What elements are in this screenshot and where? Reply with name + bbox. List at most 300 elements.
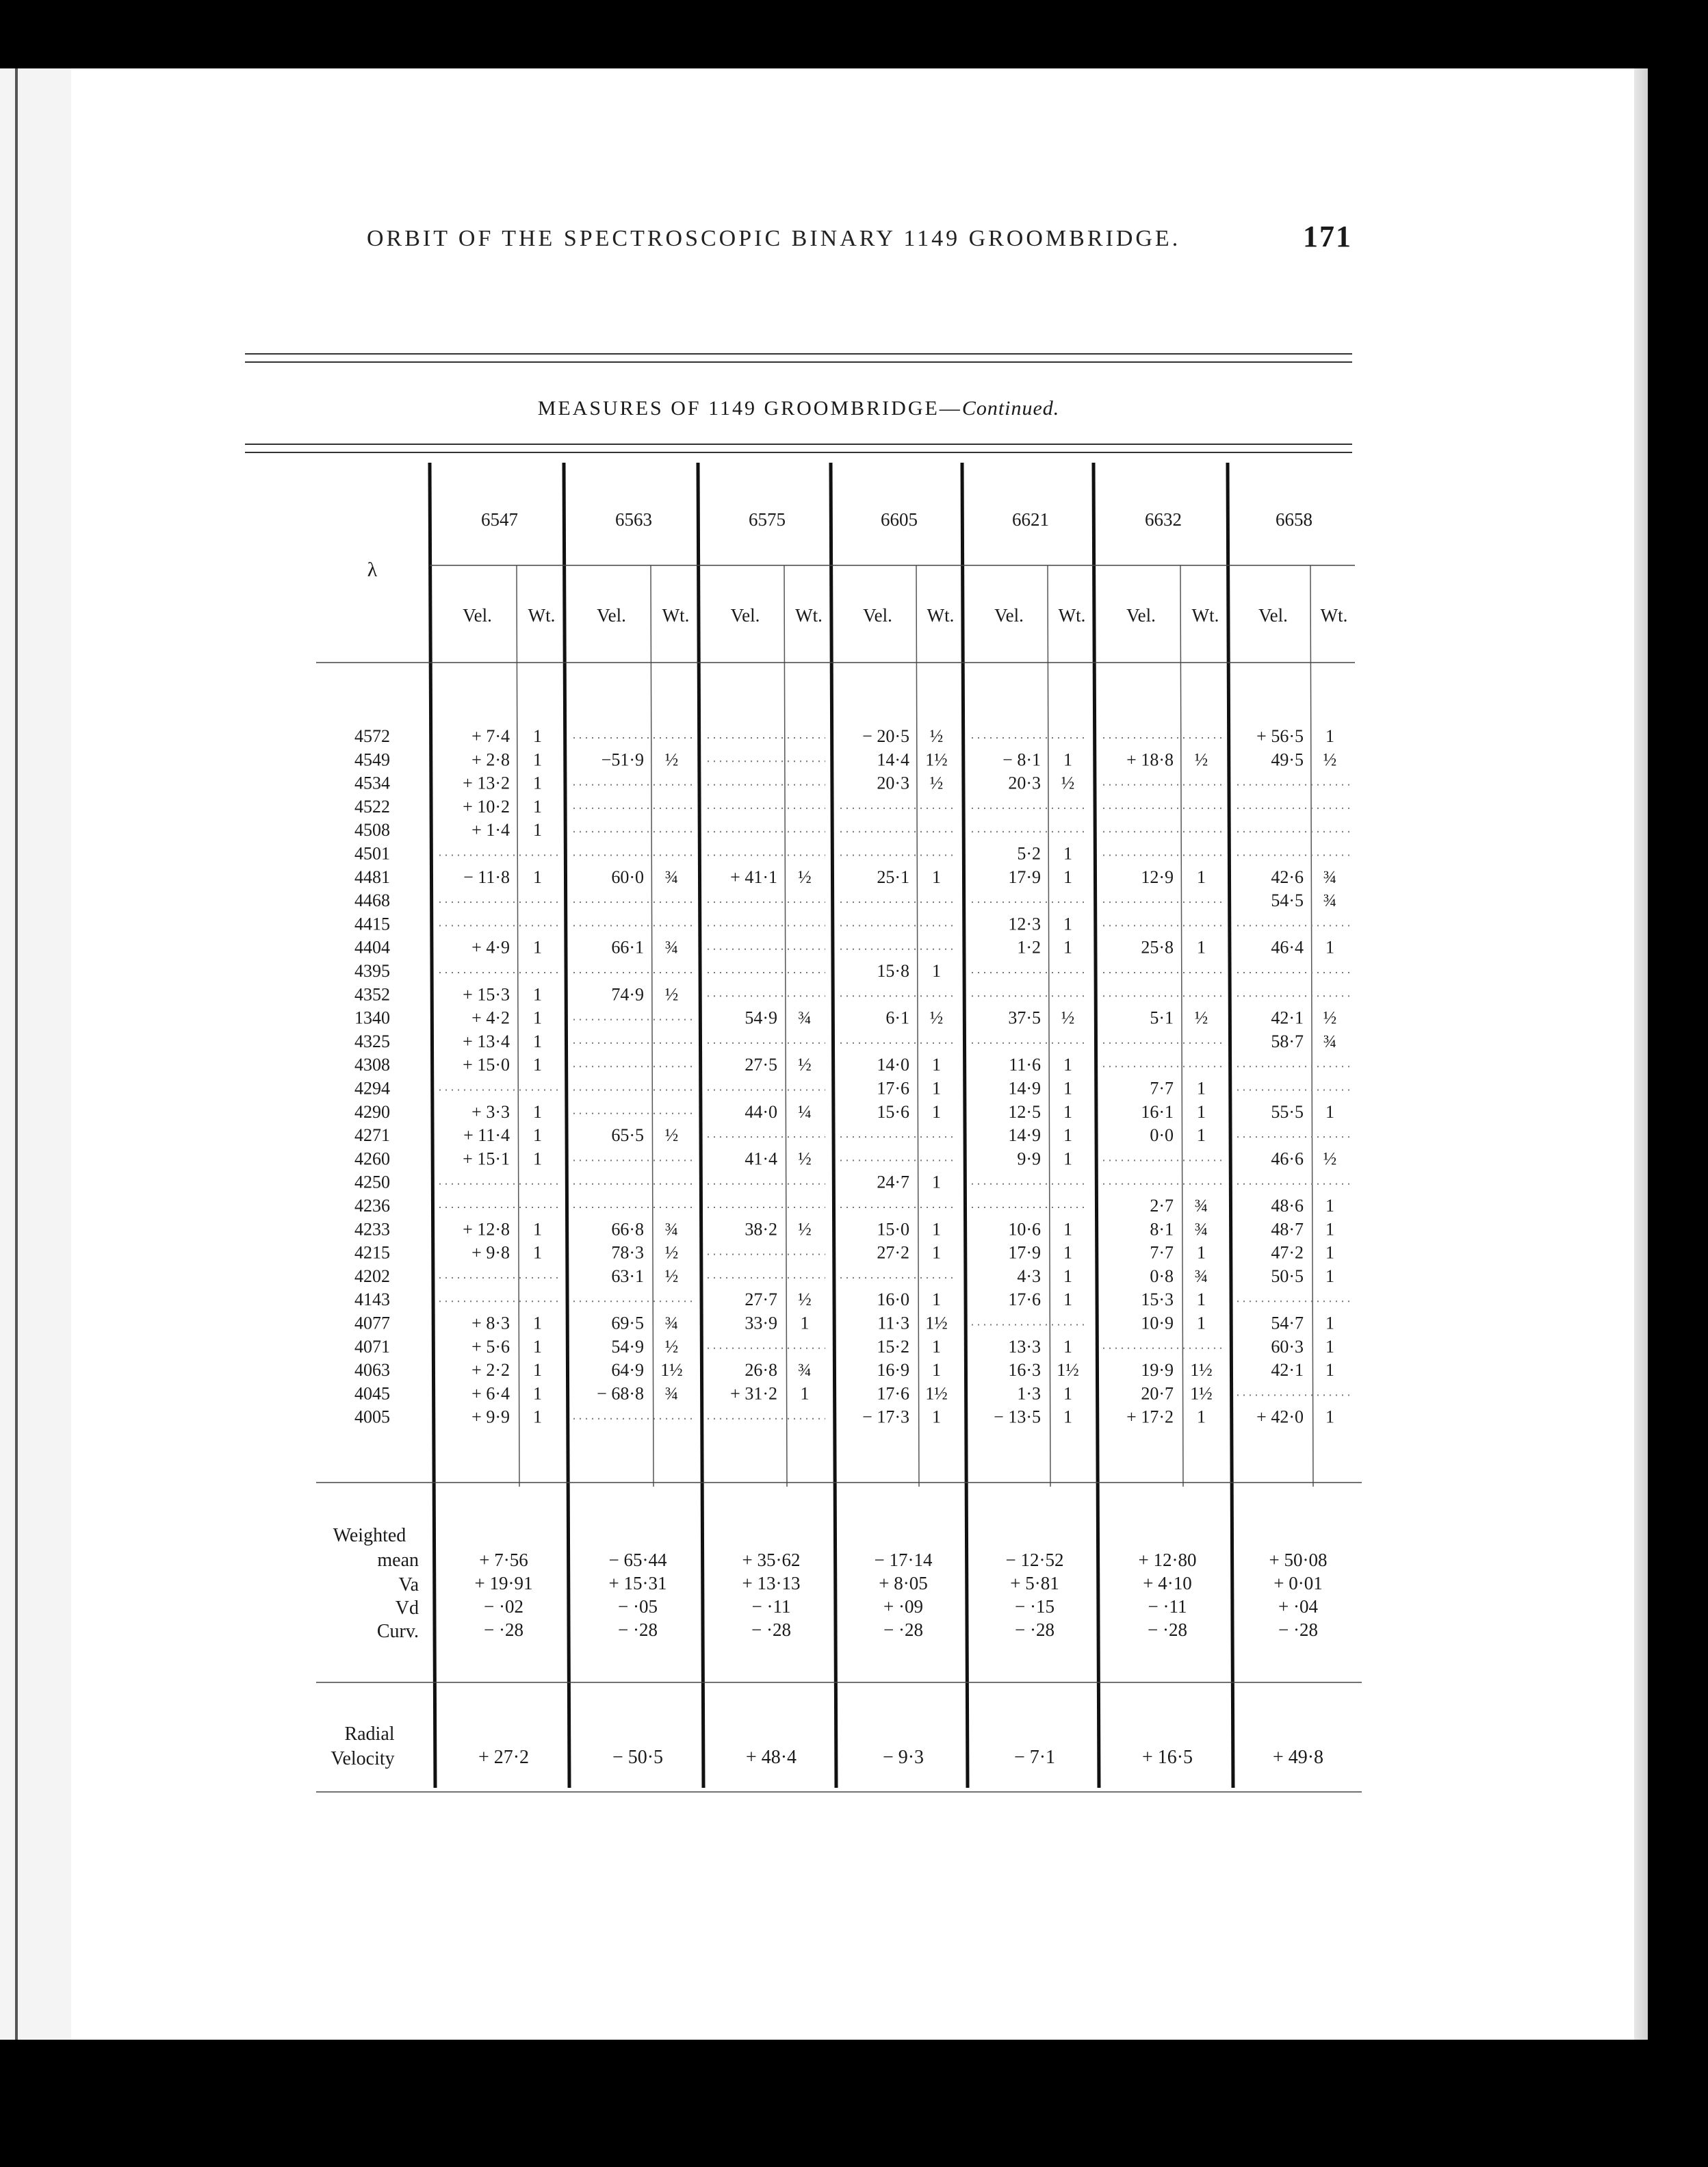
velocity-cell: 12·3 — [1008, 914, 1041, 934]
weight-cell: 1 — [533, 1313, 542, 1333]
velocity-cell: 0·8 — [1150, 1266, 1174, 1286]
summary-va-6605: + 8·05 — [879, 1573, 928, 1593]
velocity-cell: 60·0 — [611, 867, 644, 887]
velocity-cell: 66·8 — [611, 1219, 644, 1240]
velocity-cell: 5·1 — [1150, 1008, 1174, 1028]
velocity-cell: 20·7 — [1141, 1383, 1174, 1404]
weight-cell: ½ — [1061, 1008, 1075, 1028]
wavelength-row-4395: 4395 — [354, 961, 390, 981]
velocity-cell: + 1·4 — [471, 820, 510, 841]
velocity-cell: + 12·8 — [463, 1219, 510, 1240]
weight-cell: 1½ — [925, 1313, 948, 1333]
wt-header-6621: Wt. — [1058, 605, 1086, 626]
velocity-cell: + 10·2 — [463, 796, 510, 817]
weight-cell: ½ — [1194, 1008, 1208, 1028]
weight-cell: ½ — [1194, 749, 1208, 770]
velocity-cell: + 2·2 — [471, 1360, 510, 1381]
weight-cell: 1 — [1197, 1078, 1206, 1099]
velocity-cell: 74·9 — [611, 984, 644, 1005]
velocity-cell: 50·5 — [1271, 1266, 1304, 1286]
velocity-cell: 1·2 — [1017, 937, 1041, 958]
velocity-cell: + 15·3 — [463, 984, 510, 1005]
velocity-cell: 14·9 — [1008, 1078, 1041, 1099]
weight-cell: 1 — [1063, 1149, 1072, 1169]
velocity-cell: 17·6 — [1008, 1290, 1041, 1310]
velocity-cell: 48·6 — [1271, 1196, 1304, 1216]
velocity-cell: 14·4 — [877, 749, 909, 770]
velocity-cell: 64·9 — [611, 1360, 644, 1381]
wavelength-row-4077: 4077 — [354, 1313, 390, 1333]
summary-weighted-mean-6605: − 17·14 — [874, 1550, 933, 1570]
wavelength-row-4071: 4071 — [354, 1336, 390, 1357]
velocity-cell: 58·7 — [1271, 1031, 1304, 1051]
weight-cell: 1 — [533, 1101, 542, 1122]
summary-vd-6547: − ·02 — [484, 1596, 523, 1617]
weight-cell: 1 — [533, 726, 542, 746]
velocity-cell: − 8·1 — [1002, 749, 1041, 770]
wavelength-row-4352: 4352 — [354, 984, 390, 1005]
weight-cell: 1½ — [1190, 1360, 1213, 1381]
vel-header-6621: Vel. — [994, 605, 1024, 626]
weight-cell: 1 — [1325, 1313, 1334, 1333]
velocity-cell: 15·2 — [877, 1336, 909, 1357]
weight-cell: 1 — [1063, 1078, 1072, 1099]
weight-cell: ½ — [929, 1008, 944, 1028]
velocity-cell: 14·0 — [877, 1055, 909, 1075]
summary-curv-6621: − ·28 — [1015, 1619, 1054, 1640]
weight-cell: 1 — [1325, 1242, 1334, 1263]
weight-cell: 1 — [1063, 1242, 1072, 1263]
table-title-continued: Continued. — [961, 397, 1060, 420]
wavelength-row-4481: 4481 — [354, 867, 390, 887]
weight-cell: 1 — [932, 1078, 941, 1099]
velocity-cell: 69·5 — [611, 1313, 644, 1333]
velocity-cell: 6·1 — [885, 1008, 909, 1028]
summary-label-vd: Vd — [395, 1598, 419, 1619]
wt-divider-6547 — [517, 565, 519, 1487]
vel-header-6605: Vel. — [863, 605, 892, 626]
weight-cell: 1 — [533, 1407, 542, 1427]
weight-cell: 1 — [1197, 1290, 1206, 1310]
velocity-cell: 17·6 — [877, 1383, 909, 1404]
velocity-cell: + 11·4 — [463, 1125, 510, 1146]
velocity-cell: 27·7 — [745, 1290, 777, 1310]
summary-label-curv: Curv. — [376, 1621, 419, 1642]
weight-cell: 1 — [1063, 1125, 1072, 1146]
weight-cell: ½ — [664, 984, 679, 1005]
weight-cell: 1 — [533, 1336, 542, 1357]
weight-cell: 1 — [932, 1290, 941, 1310]
weight-cell: ¾ — [1323, 867, 1337, 887]
summary-va-6575: + 13·13 — [742, 1573, 801, 1593]
velocity-cell: − 11·8 — [463, 867, 510, 887]
velocity-cell: + 9·9 — [471, 1407, 510, 1427]
weight-cell: ¾ — [664, 1219, 679, 1240]
plate-header-6632: 6632 — [1145, 509, 1182, 530]
velocity-cell: + 4·2 — [471, 1008, 510, 1028]
velocity-cell: + 18·8 — [1126, 749, 1174, 770]
weight-cell: ½ — [1323, 749, 1337, 770]
velocity-cell: 65·5 — [611, 1125, 644, 1146]
summary-vd-6563: − ·05 — [618, 1596, 658, 1617]
weight-cell: ¾ — [1194, 1266, 1208, 1286]
weight-cell: 1 — [533, 1125, 542, 1146]
velocity-cell: 78·3 — [611, 1242, 644, 1263]
weight-cell: 1 — [1197, 1101, 1206, 1122]
vel-header-6632: Vel. — [1126, 605, 1156, 626]
velocity-cell: 15·8 — [877, 961, 909, 981]
velocity-cell: 20·3 — [1008, 773, 1041, 793]
weight-cell: ½ — [929, 726, 944, 746]
velocity-cell: 9·9 — [1017, 1149, 1041, 1169]
velocity-cell: 10·6 — [1008, 1219, 1041, 1240]
velocity-cell: + 13·4 — [463, 1031, 510, 1051]
vel-header-6563: Vel. — [597, 605, 626, 626]
wt-header-6563: Wt. — [662, 605, 690, 626]
weight-cell: 1½ — [1057, 1360, 1079, 1381]
weight-cell: ½ — [798, 1149, 812, 1169]
wavelength-row-4260: 4260 — [354, 1149, 390, 1169]
velocity-cell: + 8·3 — [471, 1313, 510, 1333]
weight-cell: ¼ — [798, 1101, 812, 1122]
summary-curv-6563: − ·28 — [618, 1619, 658, 1640]
summary-curv-6547: − ·28 — [484, 1619, 523, 1640]
weight-cell: 1 — [1063, 1383, 1072, 1404]
weight-cell: 1 — [533, 1008, 542, 1028]
summary-label-weighted: Weighted — [333, 1525, 406, 1546]
velocity-cell: 38·2 — [745, 1219, 777, 1240]
summary-curv-6575: − ·28 — [751, 1619, 791, 1640]
summary-va-6632: + 4·10 — [1143, 1573, 1192, 1593]
weight-cell: 1 — [1197, 1125, 1206, 1146]
wt-header-6658: Wt. — [1320, 605, 1348, 626]
velocity-cell: 1·3 — [1017, 1383, 1041, 1404]
velocity-cell: + 41·1 — [730, 867, 777, 887]
weight-cell: 1 — [932, 1242, 941, 1263]
wavelength-row-1340: 1340 — [354, 1008, 390, 1028]
summary-weighted-mean-6547: + 7·56 — [479, 1550, 528, 1570]
summary-weighted-mean-6563: − 65·44 — [608, 1550, 667, 1570]
weight-cell: 1 — [932, 1219, 941, 1240]
weight-cell: ½ — [664, 1125, 679, 1146]
weight-cell: ½ — [929, 773, 944, 793]
velocity-cell: 24·7 — [877, 1172, 909, 1192]
velocity-cell: + 17·2 — [1126, 1407, 1174, 1427]
velocity-cell: + 15·1 — [463, 1149, 510, 1169]
wavelength-row-4534: 4534 — [354, 773, 390, 793]
velocity-cell: 12·5 — [1008, 1101, 1041, 1122]
weight-cell: 1½ — [925, 749, 948, 770]
weight-cell: ¾ — [664, 1383, 679, 1404]
velocity-cell: 63·1 — [611, 1266, 644, 1286]
wt-header-6605: Wt. — [927, 605, 955, 626]
wavelength-row-4202: 4202 — [354, 1266, 390, 1286]
velocity-cell: 7·7 — [1150, 1242, 1174, 1263]
weight-cell: 1 — [1325, 1101, 1334, 1122]
wavelength-row-4271: 4271 — [354, 1125, 390, 1146]
column-separator-6605 — [831, 463, 836, 1788]
weight-cell: 1 — [932, 1360, 941, 1381]
radial-velocity-6632: + 16·5 — [1141, 1747, 1193, 1768]
velocity-cell: + 3·3 — [471, 1101, 510, 1122]
weight-cell: ½ — [664, 1266, 679, 1286]
velocity-cell: 14·9 — [1008, 1125, 1041, 1146]
wt-header-6547: Wt. — [528, 605, 556, 626]
column-separator-6547 — [430, 463, 435, 1788]
velocity-cell: 20·3 — [877, 773, 909, 793]
velocity-cell: 42·1 — [1271, 1360, 1304, 1381]
velocity-cell: − 68·8 — [597, 1383, 644, 1404]
summary-vd-6621: − ·15 — [1015, 1596, 1054, 1617]
summary-curv-6632: − ·28 — [1148, 1619, 1187, 1640]
velocity-cell: 5·2 — [1017, 843, 1041, 864]
weight-cell: 1 — [533, 1242, 542, 1263]
velocity-cell: 55·5 — [1271, 1101, 1304, 1122]
velocity-cell: + 4·9 — [471, 937, 510, 958]
weight-cell: 1 — [1063, 843, 1072, 864]
velocity-cell: 16·0 — [877, 1290, 909, 1310]
velocity-cell: 47·2 — [1271, 1242, 1304, 1263]
summary-weighted-mean-6575: + 35·62 — [742, 1550, 801, 1570]
velocity-cell: + 6·4 — [471, 1383, 510, 1404]
velocity-cell: 15·3 — [1141, 1290, 1174, 1310]
velocity-cell: 16·3 — [1008, 1360, 1041, 1381]
wt-header-6575: Wt. — [795, 605, 823, 626]
weight-cell: ¾ — [1194, 1196, 1208, 1216]
weight-cell: 1 — [1325, 1196, 1334, 1216]
table-title-main: MEASURES OF 1149 GROOMBRIDGE— — [537, 397, 962, 420]
weight-cell: 1 — [1063, 914, 1072, 934]
weight-cell: 1 — [533, 1055, 542, 1075]
velocity-cell: 46·6 — [1271, 1149, 1304, 1169]
wavelength-row-4572: 4572 — [354, 726, 390, 746]
summary-curv-6658: − ·28 — [1278, 1619, 1318, 1640]
velocity-cell: 41·4 — [745, 1149, 777, 1169]
summary-vd-6632: − ·11 — [1148, 1596, 1187, 1617]
column-separator-6632 — [1094, 463, 1099, 1788]
weight-cell: 1 — [533, 984, 542, 1005]
weight-cell: 1 — [1325, 1266, 1334, 1286]
weight-cell: ¾ — [664, 867, 679, 887]
velocity-cell: − 20·5 — [862, 726, 909, 746]
weight-cell: ½ — [664, 1242, 679, 1263]
plate-header-6575: 6575 — [749, 509, 786, 530]
radial-label-line2: Velocity — [331, 1748, 395, 1769]
velocity-cell: 10·9 — [1141, 1313, 1174, 1333]
wavelength-row-4508: 4508 — [354, 820, 390, 841]
weight-cell: 1 — [533, 867, 542, 887]
weight-cell: ½ — [1061, 773, 1075, 793]
wt-header-6632: Wt. — [1191, 605, 1219, 626]
velocity-cell: 17·6 — [877, 1078, 909, 1099]
velocity-cell: + 9·8 — [471, 1242, 510, 1263]
weight-cell: 1 — [932, 867, 941, 887]
weight-cell: 1 — [533, 1219, 542, 1240]
weight-cell: 1½ — [1190, 1383, 1213, 1404]
weight-cell: 1 — [1063, 1219, 1072, 1240]
wavelength-row-4468: 4468 — [354, 890, 390, 911]
vel-header-6547: Vel. — [463, 605, 492, 626]
velocity-cell: + 42·0 — [1256, 1407, 1304, 1427]
weight-cell: 1 — [533, 749, 542, 770]
velocity-cell: 46·4 — [1271, 937, 1304, 958]
weight-cell: ½ — [664, 749, 679, 770]
velocity-cell: 25·1 — [877, 867, 909, 887]
weight-cell: 1 — [932, 961, 941, 981]
velocity-cell: 11·3 — [877, 1313, 909, 1333]
wt-divider-6605 — [916, 565, 919, 1487]
velocity-cell: 17·9 — [1008, 867, 1041, 887]
velocity-cell: 26·8 — [745, 1360, 777, 1381]
weight-cell: 1 — [533, 820, 542, 841]
weight-cell: 1 — [533, 1149, 542, 1169]
running-head-title: ORBIT OF THE SPECTROSCOPIC BINARY 1149 GROOMBRIDGE. — [367, 226, 1181, 251]
weight-cell: 1 — [1325, 1219, 1334, 1240]
weight-cell: 1 — [1063, 867, 1072, 887]
velocity-cell: 54·9 — [611, 1336, 644, 1357]
wavelength-row-4290: 4290 — [354, 1101, 390, 1122]
summary-va-6621: + 5·81 — [1010, 1573, 1059, 1593]
radial-velocity-6605: − 9·3 — [882, 1747, 924, 1768]
plate-header-6547: 6547 — [481, 509, 518, 530]
weight-cell: 1 — [932, 1172, 941, 1192]
summary-weighted-mean-6632: + 12·80 — [1138, 1550, 1197, 1570]
velocity-cell: + 5·6 — [471, 1336, 510, 1357]
column-separator-6658 — [1228, 463, 1233, 1788]
velocity-cell: + 31·2 — [730, 1383, 777, 1404]
wavelength-row-4404: 4404 — [354, 937, 390, 958]
weight-cell: ½ — [798, 1219, 812, 1240]
summary-va-6658: + 0·01 — [1273, 1573, 1323, 1593]
velocity-cell: 60·3 — [1271, 1336, 1304, 1357]
velocity-cell: 8·1 — [1150, 1219, 1174, 1240]
summary-label-mean: mean — [377, 1550, 419, 1571]
velocity-cell: 4·3 — [1017, 1266, 1041, 1286]
weight-cell: 1 — [1063, 937, 1072, 958]
summary-weighted-mean-6621: − 12·52 — [1005, 1550, 1064, 1570]
velocity-cell: 66·1 — [611, 937, 644, 958]
weight-cell: ¾ — [1323, 1031, 1337, 1051]
summary-label-va: Va — [398, 1574, 419, 1595]
velocity-cell: 11·6 — [1009, 1055, 1041, 1075]
weight-cell: 1 — [932, 1407, 941, 1427]
weight-cell: ½ — [798, 1055, 812, 1075]
radial-velocity-6658: + 49·8 — [1272, 1747, 1324, 1768]
wavelength-row-4325: 4325 — [354, 1031, 390, 1051]
weight-cell: ½ — [1323, 1149, 1337, 1169]
weight-cell: 1 — [1325, 726, 1334, 746]
summary-vd-6575: − ·11 — [751, 1596, 791, 1617]
weight-cell: ½ — [1323, 1008, 1337, 1028]
weight-cell: ¾ — [664, 937, 679, 958]
velocity-cell: 54·7 — [1271, 1313, 1304, 1333]
weight-cell: ¾ — [1194, 1219, 1208, 1240]
weight-cell: ½ — [664, 1336, 679, 1357]
velocity-cell: − 17·3 — [862, 1407, 909, 1427]
summary-va-6563: + 15·31 — [608, 1573, 667, 1593]
wt-divider-6658 — [1310, 565, 1313, 1487]
wavelength-row-4250: 4250 — [354, 1172, 390, 1192]
wavelength-row-4294: 4294 — [354, 1078, 390, 1099]
weight-cell: ½ — [798, 1290, 812, 1310]
weight-cell: 1 — [1063, 1101, 1072, 1122]
velocity-cell: 54·9 — [745, 1008, 777, 1028]
wavelength-row-4045: 4045 — [354, 1383, 390, 1404]
velocity-cell: + 2·8 — [471, 749, 510, 770]
wavelength-row-4415: 4415 — [354, 914, 390, 934]
column-separator-6621 — [962, 463, 968, 1788]
velocity-cell: 0·0 — [1150, 1125, 1174, 1146]
vel-header-6658: Vel. — [1258, 605, 1288, 626]
radial-velocity-6575: + 48·4 — [745, 1747, 797, 1768]
wavelength-row-4063: 4063 — [354, 1360, 390, 1381]
weight-cell: ¾ — [1323, 890, 1337, 911]
wt-divider-6632 — [1180, 565, 1183, 1487]
wavelength-row-4143: 4143 — [354, 1290, 390, 1310]
wavelength-row-4233: 4233 — [354, 1219, 390, 1240]
velocity-cell: 19·9 — [1141, 1360, 1174, 1381]
velocity-cell: + 15·0 — [463, 1055, 510, 1075]
velocity-cell: + 13·2 — [463, 773, 510, 793]
summary-curv-6605: − ·28 — [883, 1619, 923, 1640]
summary-vd-6658: + ·04 — [1278, 1596, 1318, 1617]
weight-cell: 1 — [533, 773, 542, 793]
velocity-cell: 15·6 — [877, 1101, 909, 1122]
wt-divider-6621 — [1048, 565, 1050, 1487]
column-separator-6575 — [698, 463, 703, 1788]
velocity-cell: 16·9 — [877, 1360, 909, 1381]
velocity-cell: 49·5 — [1271, 749, 1304, 770]
weight-cell: 1½ — [660, 1360, 683, 1381]
weight-cell: 1 — [533, 1360, 542, 1381]
weight-cell: 1 — [533, 796, 542, 817]
velocity-cell: 13·3 — [1008, 1336, 1041, 1357]
weight-cell: 1 — [1325, 1360, 1334, 1381]
velocity-cell: 25·8 — [1141, 937, 1174, 958]
velocity-cell: + 7·4 — [471, 726, 510, 746]
weight-cell: 1 — [533, 1383, 542, 1404]
weight-cell: 1 — [1197, 937, 1206, 958]
weight-cell: 1 — [932, 1101, 941, 1122]
plate-header-6621: 6621 — [1012, 509, 1049, 530]
velocity-cell: 15·0 — [877, 1219, 909, 1240]
wt-divider-6563 — [651, 565, 654, 1487]
plate-header-6605: 6605 — [881, 509, 918, 530]
velocity-cell: 7·7 — [1150, 1078, 1174, 1099]
velocity-cell: 48·7 — [1271, 1219, 1304, 1240]
weight-cell: 1 — [1197, 867, 1206, 887]
summary-vd-6605: + ·09 — [883, 1596, 923, 1617]
weight-cell: 1 — [1325, 937, 1334, 958]
weight-cell: 1 — [1063, 1290, 1072, 1310]
weight-cell: 1 — [932, 1336, 941, 1357]
velocity-cell: 33·9 — [745, 1313, 777, 1333]
weight-cell: ¾ — [798, 1008, 812, 1028]
velocity-cell: 2·7 — [1150, 1196, 1174, 1216]
summary-weighted-mean-6658: + 50·08 — [1269, 1550, 1328, 1570]
velocity-cell: 27·5 — [745, 1055, 777, 1075]
weight-cell: 1 — [1063, 1336, 1072, 1357]
weight-cell: 1 — [1197, 1242, 1206, 1263]
weight-cell: 1 — [533, 937, 542, 958]
weight-cell: 1 — [800, 1383, 810, 1404]
wavelength-row-4501: 4501 — [354, 843, 390, 864]
weight-cell: 1 — [1325, 1336, 1334, 1357]
velocity-cell: 42·6 — [1271, 867, 1304, 887]
weight-cell: 1 — [1063, 749, 1072, 770]
weight-cell: 1 — [1063, 1407, 1072, 1427]
weight-cell: 1 — [1197, 1313, 1206, 1333]
